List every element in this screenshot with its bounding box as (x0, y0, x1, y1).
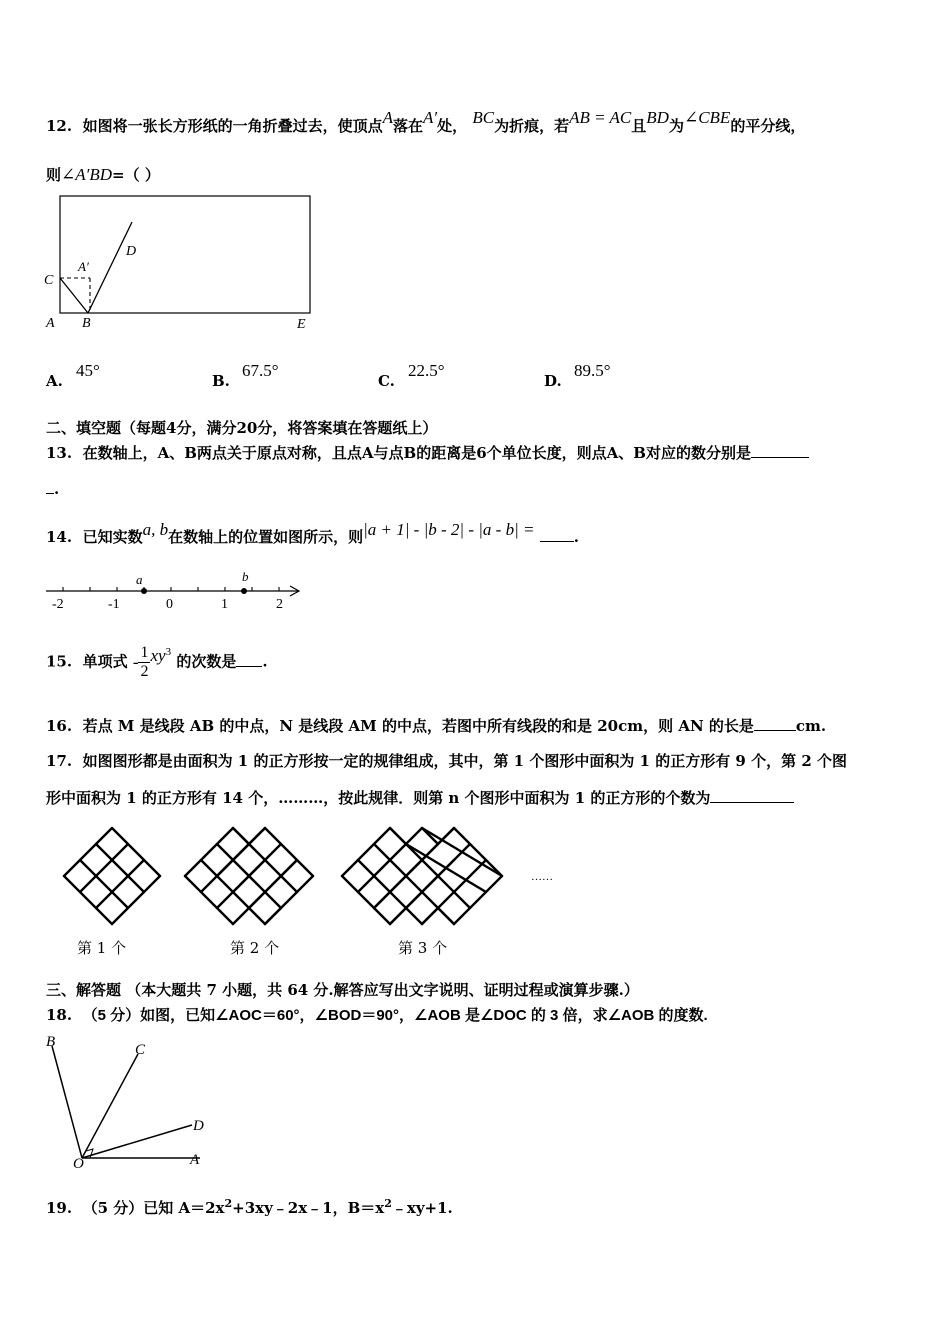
tick-neg2: -2 (52, 597, 64, 612)
q14-number-line (40, 568, 310, 614)
label-B: B (82, 316, 91, 331)
fraction: $\frac{1}{2}$ (140, 644, 149, 680)
label-a: a (136, 572, 143, 587)
q12-line2: 则∠A′BD=（ ） (46, 165, 160, 184)
label-A-prime: A′ (78, 259, 89, 274)
tick-2: 2 (276, 597, 283, 612)
more-dots: …… (531, 871, 553, 883)
label-B: B (46, 1034, 56, 1050)
q12-figure (40, 188, 330, 338)
label-b: b (242, 569, 249, 584)
q12-line1: 12. 如图将一张长方形纸的一角折叠过去，使顶点A落在A′处， BC为折痕，若AB = AC且BD为∠CBE的平分线， (46, 108, 806, 135)
caption-fig2: 第 2 个 (230, 939, 280, 957)
point-b (241, 588, 247, 594)
point-a (141, 588, 147, 594)
label-C: C (135, 1042, 146, 1058)
q18-line: 18. （5 分）如图，已知∠AOC＝60°，∠BOD＝90°，∠AOB 是∠DOC 的 3 倍，求∠AOB 的度数. (46, 1006, 708, 1024)
q17-figures (55, 820, 575, 932)
q17-line2: 形中面积为 1 的正方形有 14 个，………，按此规律．则第 n 个图形中面积为 1 的正方形的个数为 (46, 787, 794, 808)
label-D: D (126, 244, 137, 259)
q19-line: 19. （5 分）已知 $A=2x^2+3xy﹣2x﹣1$，$B=x^2﹣xy+1$. (46, 1197, 453, 1217)
section3-heading: 三、解答题 （本大题共 7 小题，共 64 分.解答应写出文字说明、证明过程或演算步骤.） (46, 981, 639, 999)
q16-line: 16. 若点 M 是线段 AB 的中点，N 是线段 AM 的中点，若图中所有线段的和是 20cm，则 AN 的长是 cm. (46, 717, 827, 735)
label-A: A (46, 316, 55, 331)
q18-figure (40, 1030, 210, 1170)
label-A: A (190, 1152, 200, 1168)
caption-fig3: 第 3 个 (398, 939, 448, 957)
label-C: C (44, 273, 54, 288)
q15-line: 15. 单项式 - $\frac{1}{2}$ $xy^3$ 的次数是 . (46, 644, 268, 680)
q13-line: 13. 在数轴上，A、B两点关于原点对称，且点A与点B的距离是6个单位长度，则点A、B对应的数分别是 (46, 442, 809, 463)
q13-tail: . (46, 480, 59, 498)
tick-0: 0 (166, 597, 173, 612)
q14-line: 14. 已知实数a, b在数轴上的位置如图所示，则|a + 1| - |b - 2| - |a - b| = . (46, 520, 579, 546)
label-O: O (73, 1156, 84, 1170)
section2-heading: 二、填空题（每题4分，满分20分，将答案填在答题纸上） (46, 419, 438, 437)
q17-line1: 17. 如图图形都是由面积为 1 的正方形按一定的规律组成，其中，第 1 个图形中面积为 1 的正方形有 9 个，第 2 个图 (46, 752, 847, 770)
caption-fig1: 第 1 个 (77, 939, 127, 957)
tick-1: 1 (221, 597, 228, 612)
label-D: D (193, 1118, 204, 1134)
tick-neg1: -1 (108, 597, 120, 612)
label-E: E (297, 317, 306, 332)
